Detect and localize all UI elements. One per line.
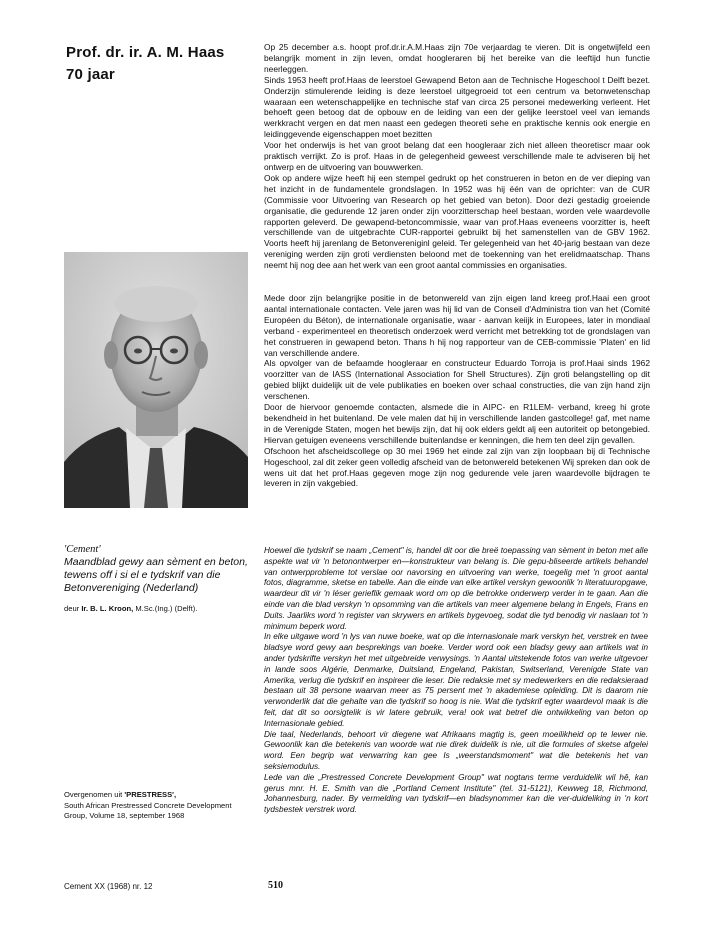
article-paragraph: Op 25 december a.s. hoopt prof.dr.ir.A.M.Haas zijn 70e verjaardag te vieren. Dit is ongetwijfeld een belangrijk moment in zijn leven, omdat hoogleraren bij het bereike van die leeftijd hun functie neerleggen. bbox=[264, 42, 650, 74]
article-paragraph: Voor het onderwijs is het van groot belang dat een hoogleraar zich niet alleen theoretiscr maar ook praktisch verrijkt. Zo is prof. Haas in de gelegenheid geweest verschillende male te adviseren bij het ontwerp en de uitvoering van bouwwerken. bbox=[264, 140, 650, 172]
source-prefix: Overgenomen uit bbox=[64, 790, 125, 799]
byline-suffix: M.Sc.(Ing.) (Delft). bbox=[133, 604, 198, 613]
article-body-part2 bbox=[264, 293, 650, 489]
source-details: South African Prestressed Concrete Development Group, Volume 18, september 1968 bbox=[64, 800, 232, 820]
article-paragraph: Sinds 1953 heeft prof.Haas de leerstoel Gewapend Beton aan de Technische Hogeschool t Delft bezet. Onderzijn stimulerende leiding is deze leerstoel uitgegroeid tot een centrum va betonwetenschap waaraan een wetenschappelijke en technische staf van circa 25 personei medewerking verleent. Het behoeft geen betoog dat de opbouw en de leiding van een der gelijke leerstoel veel van iemands werkkracht vergen en dat men naast een gedegen theoreti sehe en praktische kennis ook energie en leidinggevende eigenschappen moet bezitten bbox=[264, 74, 650, 140]
journal-footer: Cement XX (1968) nr. 12 bbox=[64, 882, 153, 891]
article-title-line2: 70 jaar bbox=[66, 66, 115, 83]
cement-byline bbox=[64, 604, 254, 614]
cement-heading: 'Cement' bbox=[64, 544, 101, 555]
article-title-line1: Prof. dr. ir. A. M. Haas bbox=[66, 44, 225, 61]
article-paragraph: Ook op andere wijze heeft hij een stempel gedrukt op het construeren in beton en de ver dieping van het inzicht in de fundamentele grondslagen. In 1952 was hij één van de oprichter: van de CUR (Commissie voor Uitvoering van Research op het gebied van beton). Door dezi gestadig groeiende organisatie, die gedurende 12 jaren onder zijn voorzitterschap heel bestaan, worden vele waardevolle rapporten geleverd. De gewapend-betoncommissie, waar van prof.Haas eveneens voorzitter is, heeft verschillende van de uitgebrachte CUR-rapportei gebruikt bij het samenstellen van de GBV 1962. Voorts heeft hij jarenlang de Betonvereniginl geleid. Ter gelegenheid van het 40-jarig bestaan van deze vereniging werden zijn groti verdiensten beloond met de toekenning van het erelidmaatschap. Thans neemt hij nog dee aan het werk van een groot aantal commissies en organisaties. bbox=[264, 172, 650, 271]
cement-body bbox=[264, 546, 648, 816]
cement-paragraph: Lede van die „Prestressed Concrete Development Group" wat nogtans terme verduidelik wil hê, kan gerus mnr. H. E. Smith van die „Portland Cement Institute" (tel. 31-5121), Kewweg 18, Richmond, Johannesburg, nader. By vermelding van tydskrif—en bladsynommer kan die ver-duideliking in 'n kort tydsbestek verstrek word. bbox=[264, 772, 648, 815]
cement-subtitle: Maandblad gewy aan sèment en beton, tewens off i si el e tydskrif van die Betonvereniging (Nederland) bbox=[64, 556, 248, 594]
cement-title-block bbox=[64, 543, 254, 595]
cement-paragraph: In elke uitgawe word 'n lys van nuwe boeke, wat op die internasionale mark verskyn het, verstrek en twee bladsye word gewy aan besprekings van boeke. Verder word ook een bladsy gewy aan artikels wat in ander tydskrifte verskyn het met uitgebreide verwysings. 'n Aantal uitstekende fotos van werke uitgevoer in lande soos Algérie, Denmarke, Duitsland, Engeland, Pakistan, Switserland, Verenigde State van Amerika, verlug die tydskrif en inspireer die leser. Die redaksie met sy medewerkers en die redaksieraad bestaan uit 38 persone waarvan meer as 75 persent met 'n akademiese opleiding. Dit is daarom nie verwonderlik dat die gehalte van die tydskrif so hoog is nie. Wat die tydskrif egter waardevol maak is die feit, dat dit so oorsigtelik is vir latere gebruik, vera! ook wat betref die ontwikkeling van beton op Internasionale gebied. bbox=[264, 632, 648, 728]
source-note bbox=[64, 790, 244, 822]
page-number: 510 bbox=[268, 880, 283, 891]
portrait-illustration bbox=[64, 252, 248, 508]
article-paragraph: Door de hiervoor genoemde contacten, alsmede die in AIPC- en R1LEM- verband, kreeg hi grote bekendheid in het buitenland. De vele malen dat hij in verschillende landen gastcollege! gaf, met name in de Verenigde Staten, mogen het bewijs zijn, dat hij ook elders geldt alj een autoriteit op betongebied. Hiervan getuigen eveneens verschillende buitenlandse er kenningen, die hem ten deel zijn gevallen. bbox=[264, 402, 650, 445]
source-title: 'PRESTRESS', bbox=[124, 790, 177, 799]
article-paragraph: Ofschoon het afscheidscollege op 30 mei 1969 het einde zal zijn van zijn loopbaan bij di Technische Hogeschool, zal dit zeker geen volledig afscheid van de betonwereld betekenen Wij spreken dan ook de wens uit dat het prof.Haas gegeven moge zijn nog gedurende vele jaren waardevolle bijdragen te leveren in zijn vakgebied. bbox=[264, 445, 650, 489]
portrait-photo bbox=[64, 252, 248, 508]
article-title bbox=[66, 42, 256, 86]
article-body-part1 bbox=[264, 42, 650, 271]
cement-paragraph: Hoewel die tydskrif se naam „Cement" is, handel dit oor die breë toepassing van sèment in beton met alle aspekte wat vir 'n betonontwerper en—konstrukteur van belang is. Die gepu-bliseerde artikels behandel van ontwerpprobleme tot verslae oor navorsing en uitvoering van werke, toegelig met 'n groot aantal fotos, diagramme, sketse en tabelle. Aan die einde van elke artikel verskyn gewoonlik 'n literatuuropgawe, waardeur dit vir 'n léser gerieflik gemaak word om op die betrokke onderwerp verder in te gaan. Aan die einde van die blad verskyn 'n opsomming van die artikels van meer algemene belang in Engels, Frans en Duits. Jaarliks word 'n register van skrywers en artikels bygevoeg, sodat die tyd benodig vir naslaan tot 'n minimum beperk word. bbox=[264, 546, 648, 631]
article-paragraph: Als opvolger van de befaamde hoogleraar en constructeur Eduardo Torroja is prof.Haai sinds 1962 voorzitter van de IASS (International Association for Shell Structures). Zijn groti belangstelling op dit gebied blijkt duidelijk uit de vele publikaties en boeken over schaal constructies, die van zijn hand zijn verschenen. bbox=[264, 358, 650, 402]
byline-author: Ir. B. L. Kroon, bbox=[81, 604, 134, 613]
cement-paragraph: Die taal, Nederlands, behoort vir diegene wat Afrikaans magtig is, geen moeilikheid op te lewer nie. Gewoonlik kan die betekenis van woorde wat nie direk duidelik is nie, uit die formules of sketse afgelei word. Een begrip wat verwarring kan gee Is „weerstandsmoment" wat die betekenis het van seksiemodulus. bbox=[264, 729, 648, 771]
byline-prefix: deur bbox=[64, 604, 82, 613]
article-paragraph: Mede door zijn belangrijke positie in de betonwereld van zijn eigen land kreeg prof.Haai een groot aantal internationale contacten. Vele jaren was hij lid van de Conseil d'Administra tion van het (Comité Européen du Béton), de internationale organisatie, waar - aanvan keiijk in Europees, later in mondiaal verband - experimenteel en theoretisch onderzoek werd verricht met betrekking tot de grondslagen van het construeren in gewapend beton. Thans h hij nog rapporteur van de CEB-commissie 'Platen' en lid van verschillende andere. bbox=[264, 293, 650, 358]
